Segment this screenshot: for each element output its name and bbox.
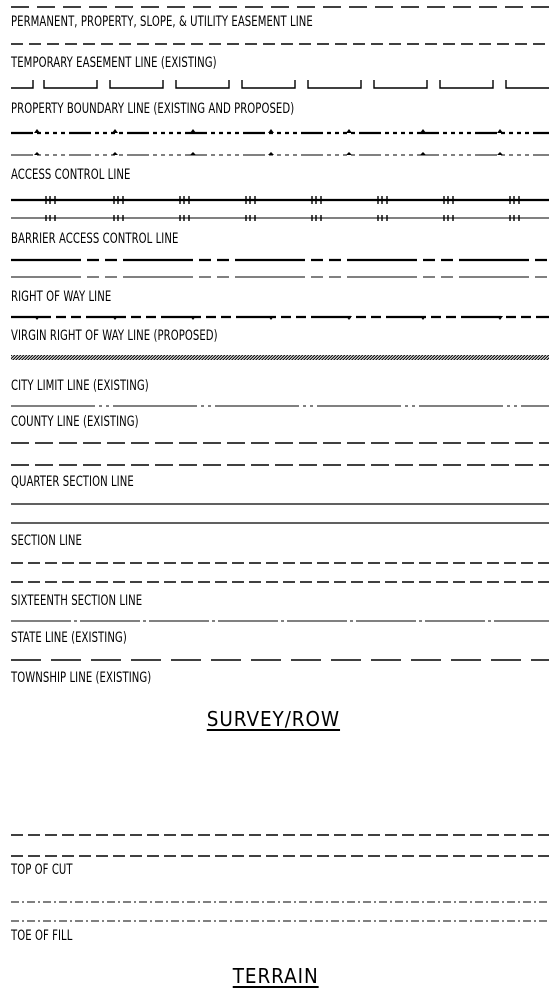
label-top-of-cut: TOP OF CUT [11,862,73,878]
label-barrier-access-control: BARRIER ACCESS CONTROL LINE [11,231,179,247]
label-sixteenth-section: SIXTEENTH SECTION LINE [11,593,143,609]
label-city-limit: CITY LIMIT LINE (EXISTING) [11,378,149,394]
temporary-easement-line [11,80,549,88]
label-state-line: STATE LINE (EXISTING) [11,630,127,646]
label-permanent-easement: PERMANENT, PROPERTY, SLOPE, & UTILITY EASEMENT LINE [11,14,313,30]
label-temporary-easement: TEMPORARY EASEMENT LINE (EXISTING) [11,55,217,71]
label-township-line: TOWNSHIP LINE (EXISTING) [11,670,152,686]
label-access-control: ACCESS CONTROL LINE [11,167,131,183]
heading-terrain: TERRAIN [232,964,319,988]
label-toe-of-fill: TOE OF FILL [11,928,73,944]
heading-survey-row: SURVEY/ROW [206,707,341,731]
label-property-boundary: PROPERTY BOUNDARY LINE (EXISTING AND PROPOSED) [11,101,295,117]
label-right-of-way: RIGHT OF WAY LINE [11,289,112,305]
virgin-right-of-way-hatch [11,355,549,360]
label-virgin-right-of-way: VIRGIN RIGHT OF WAY LINE (PROPOSED) [11,328,218,344]
label-section-line: SECTION LINE [11,533,82,549]
label-quarter-section: QUARTER SECTION LINE [11,474,134,490]
label-county-line: COUNTY LINE (EXISTING) [11,414,139,430]
